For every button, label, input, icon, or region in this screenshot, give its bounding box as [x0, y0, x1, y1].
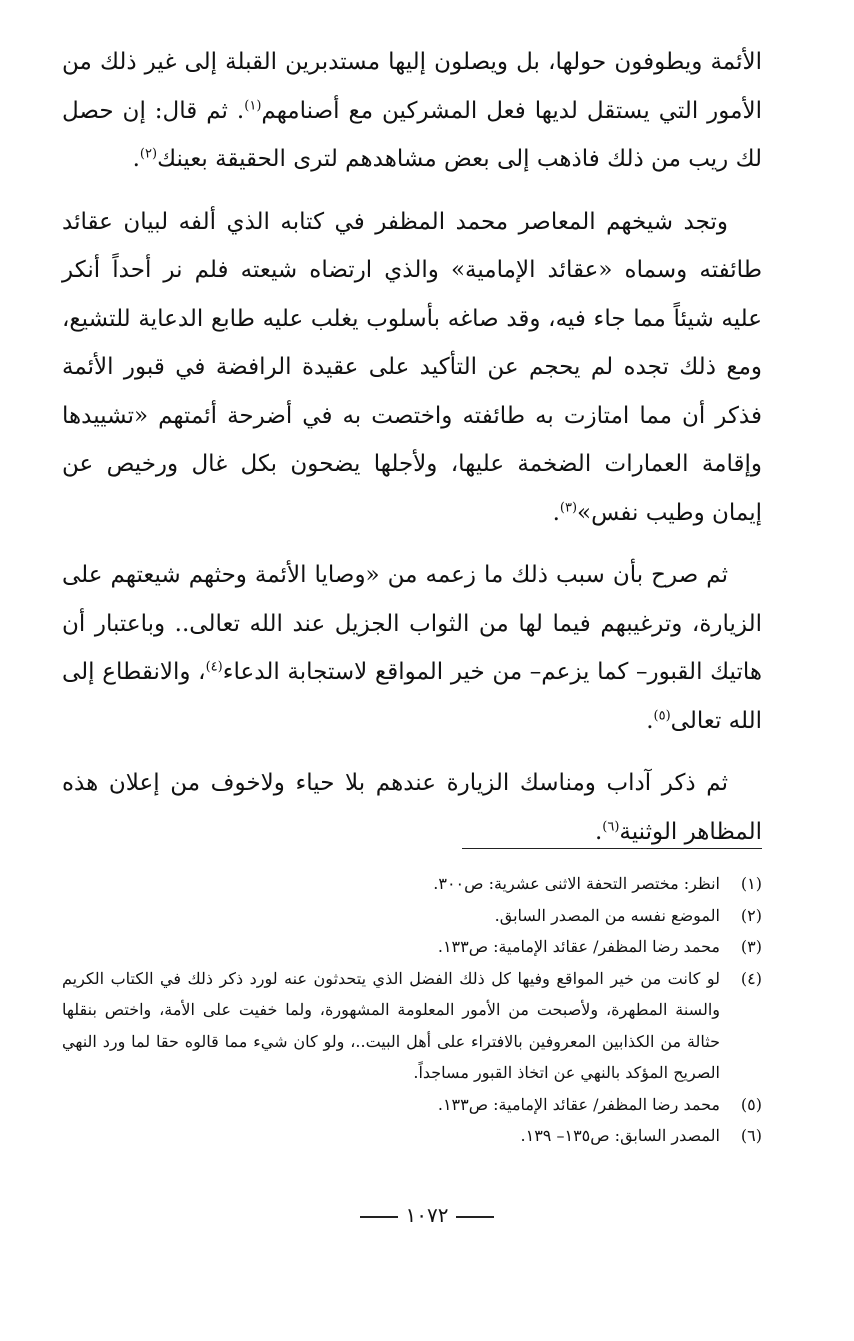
- footnotes: [62, 868, 762, 1152]
- footnote-text: المصدر السابق: ص١٣٥– ١٣٩.: [520, 1126, 720, 1145]
- footnote: [62, 868, 762, 900]
- paragraph-text: .: [132, 146, 140, 172]
- footnote-number: (٥): [740, 1094, 762, 1114]
- footnote: [62, 931, 762, 963]
- footnote-number: (٢): [740, 905, 762, 925]
- footnote: [62, 1089, 762, 1121]
- footnote-marker: (٦): [602, 818, 620, 834]
- page-number-dash: [360, 1216, 398, 1218]
- paragraph: [62, 198, 762, 538]
- footnote-text: محمد رضا المظفر/ عقائد الإمامية: ص١٣٣.: [437, 937, 720, 956]
- footnote: [62, 963, 762, 1089]
- paragraph-text: .: [646, 707, 654, 734]
- paragraph-text: ثم ذكر آداب ومناسك الزيارة عندهم بلا حياء ولاخوف من إعلان هذه المظاهر الوثنية: [62, 770, 762, 845]
- page-number: ١٠٧٢: [405, 1203, 449, 1227]
- paragraph-text: .: [552, 499, 560, 526]
- footnote-marker: (١): [244, 97, 262, 113]
- footnote-text: محمد رضا المظفر/ عقائد الإمامية: ص١٣٣.: [437, 1094, 720, 1114]
- footnote-number: (٣): [740, 937, 762, 956]
- body-text: [62, 38, 762, 870]
- paragraph-text: وتجد شيخهم المعاصر محمد المظفر في كتابه الذي ألفه لبيان عقائد طائفته وسماه «عقائد الإمامية» والذي ارتضاه شيعته فلم نر أحداً أنكر عليه شيئاً مما جاء فيه، وقد صاغه بأسلوب يغلب عليه طابع الدعاية للتشيع، ومع ذلك تجده لم يحجم عن التأكيد على عقيدة الرافضة في قبور الأئمة فذكر أن مما امتازت به طائفته واختصت به في أضرحة أئمتهم «تشييدها وإقامة العمارات الضخمة عليها، ولأجلها يضحون بكل غال ورخيص عن إيمان وطيب نفس»: [62, 208, 762, 526]
- page-number-dash: [456, 1216, 494, 1218]
- footnote-number: (٦): [740, 1126, 762, 1145]
- footnote-marker: (٣): [559, 499, 578, 515]
- footnote-separator: [462, 848, 762, 849]
- footnote: [62, 900, 762, 932]
- paragraph: [62, 551, 762, 745]
- paragraph: [62, 38, 762, 184]
- footnote-marker: (٤): [205, 659, 223, 675]
- footnote-text: الموضع نفسه من المصدر السابق.: [494, 905, 720, 925]
- footnote: [62, 1120, 762, 1152]
- footnote-number: (١): [740, 874, 762, 893]
- paragraph-text: الأئمة ويطوفون حولها، بل ويصلون إليها مستدبرين القبلة إلى غير ذلك من الأمور التي يستقل لديها فعل المشركين مع أصنامهم: [62, 49, 762, 124]
- footnote-number: (٤): [740, 968, 762, 988]
- paragraph-text: ، والانقطاع إلى الله تعالى: [62, 659, 762, 734]
- page-number-area: [0, 1203, 854, 1227]
- paragraph-text: ثم صرح بأن سبب ذلك ما زعمه من «وصايا الأئمة وحثهم شيعتهم على الزيارة، وترغيبهم فيما لها من الثواب الجزيل عند الله تعالى.. وباعتبار أن هاتيك القبور– كما يزعم– من خير المواقع لاستجابة الدعاء: [62, 562, 762, 685]
- paragraph-text: . ثم قال: إن حصل لك ريب من ذلك فاذهب إلى بعض مشاهدهم لترى الحقيقة بعينك: [62, 97, 762, 172]
- paragraph: [62, 759, 762, 856]
- footnote-marker: (٢): [139, 146, 158, 162]
- footnote-text: انظر: مختصر التحفة الاثنى عشرية: ص٣٠٠.: [433, 874, 720, 893]
- paragraph-text: .: [594, 818, 603, 845]
- footnote-marker: (٥): [653, 707, 671, 723]
- footnote-text: لو كانت من خير المواقع وفيها كل ذلك الفضل الذي يتحدثون عنه لورد ذكر ذلك في الكتاب الكريم والسنة المطهرة، ولأصبحت من الأمور المعلومة المشهورة، ولما خفيت على الأمة، واختص بنقلها حثالة من الكذابين المعروفين بالافتراء على أهل البيت..، ولو كان شيء مما قالوه حقا لما ورد النهي الصريح المؤكد بالنهي عن اتخاذ القبور مساجداً.: [62, 968, 720, 1082]
